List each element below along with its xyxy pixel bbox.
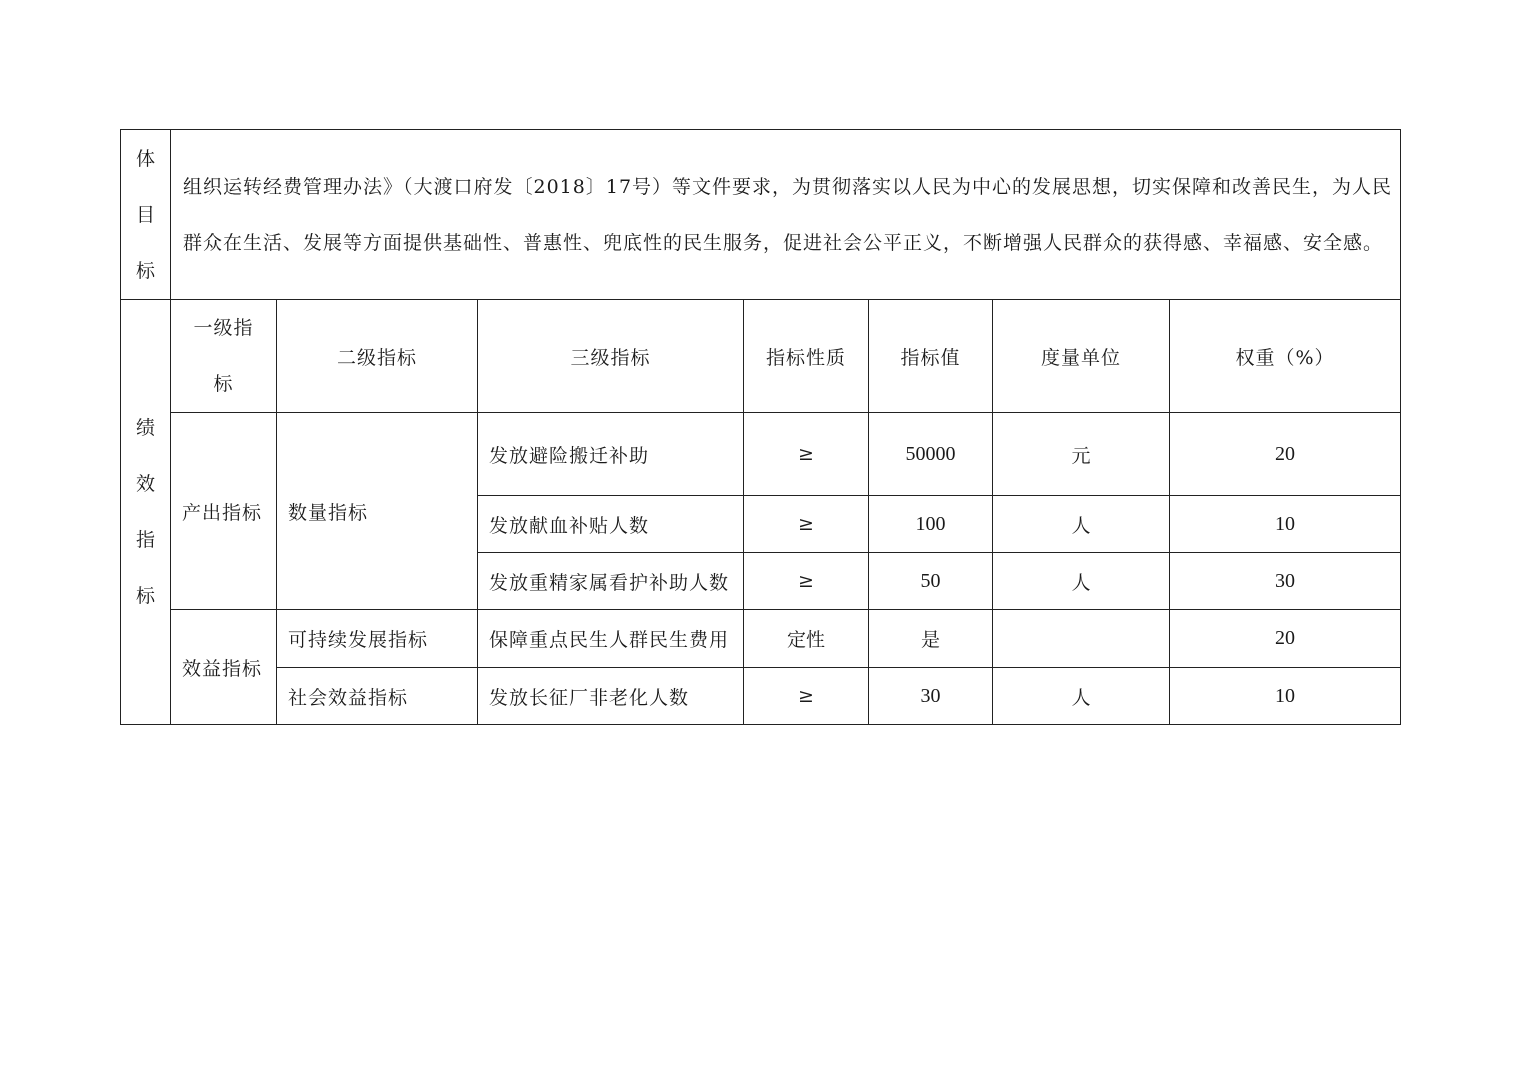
- weight-cell: 30: [1170, 553, 1401, 610]
- output-level2-cell: 数量指标: [277, 413, 478, 610]
- level3-cell: 发放献血补贴人数: [478, 496, 744, 553]
- header-value: 指标值: [869, 300, 993, 413]
- level2-cell: 可持续发展指标: [277, 610, 478, 668]
- level3-cell: 发放重精家属看护补助人数: [478, 553, 744, 610]
- header-row: [121, 300, 1401, 413]
- level3-cell: 发放长征厂非老化人数: [478, 668, 744, 725]
- header-weight: 权重（%）: [1170, 300, 1401, 413]
- unit-cell: 人: [993, 668, 1170, 725]
- weight-cell: 20: [1170, 610, 1401, 668]
- label-char: 绩: [135, 417, 155, 439]
- label-char: 标: [135, 259, 155, 282]
- level3-cell: 发放避险搬迁补助: [478, 413, 744, 496]
- table-row: [121, 668, 1401, 725]
- nature-cell: 定性: [744, 610, 869, 668]
- label-char: 标: [135, 585, 155, 607]
- unit-cell: [993, 610, 1170, 668]
- weight-cell: 10: [1170, 668, 1401, 725]
- weight-cell: 10: [1170, 496, 1401, 553]
- unit-cell: 人: [993, 496, 1170, 553]
- nature-cell: ≥: [744, 496, 869, 553]
- label-char: 体: [135, 147, 155, 170]
- overall-target-row: [121, 130, 1401, 300]
- header-nature: 指标性质: [744, 300, 869, 413]
- value-cell: 是: [869, 610, 993, 668]
- header-level3: 三级指标: [478, 300, 744, 413]
- value-cell: 50: [869, 553, 993, 610]
- performance-target-table: [120, 129, 1401, 725]
- nature-cell: ≥: [744, 413, 869, 496]
- overall-target-text: 组织运转经费管理办法》（大渡口府发〔2018〕17号）等文件要求，为贯彻落实以人民为中心的发展思想，切实保障和改善民生，为人民群众在生活、发展等方面提供基础性、普惠性、兜底性的民生服务，促进社会公平正义，不断增强人民群众的获得感、幸福感、安全感。: [171, 130, 1401, 300]
- label-char: 目: [135, 203, 155, 226]
- header-unit: 度量单位: [993, 300, 1170, 413]
- benefit-level1-cell: 效益指标: [171, 610, 277, 725]
- output-level1-cell: 产出指标: [171, 413, 277, 610]
- weight-cell: 20: [1170, 413, 1401, 496]
- overall-target-label: [121, 130, 171, 300]
- value-cell: 30: [869, 668, 993, 725]
- nature-cell: ≥: [744, 668, 869, 725]
- unit-cell: 元: [993, 413, 1170, 496]
- table-row: [121, 413, 1401, 496]
- value-cell: 100: [869, 496, 993, 553]
- table-row: [121, 610, 1401, 668]
- level3-cell: 保障重点民生人群民生费用: [478, 610, 744, 668]
- header-level1: 一级指标: [171, 300, 277, 413]
- level2-cell: 社会效益指标: [277, 668, 478, 725]
- nature-cell: ≥: [744, 553, 869, 610]
- performance-indicator-label: [121, 300, 171, 725]
- label-char: 指: [135, 529, 155, 551]
- unit-cell: 人: [993, 553, 1170, 610]
- header-level2: 二级指标: [277, 300, 478, 413]
- label-char: 效: [135, 473, 155, 495]
- value-cell: 50000: [869, 413, 993, 496]
